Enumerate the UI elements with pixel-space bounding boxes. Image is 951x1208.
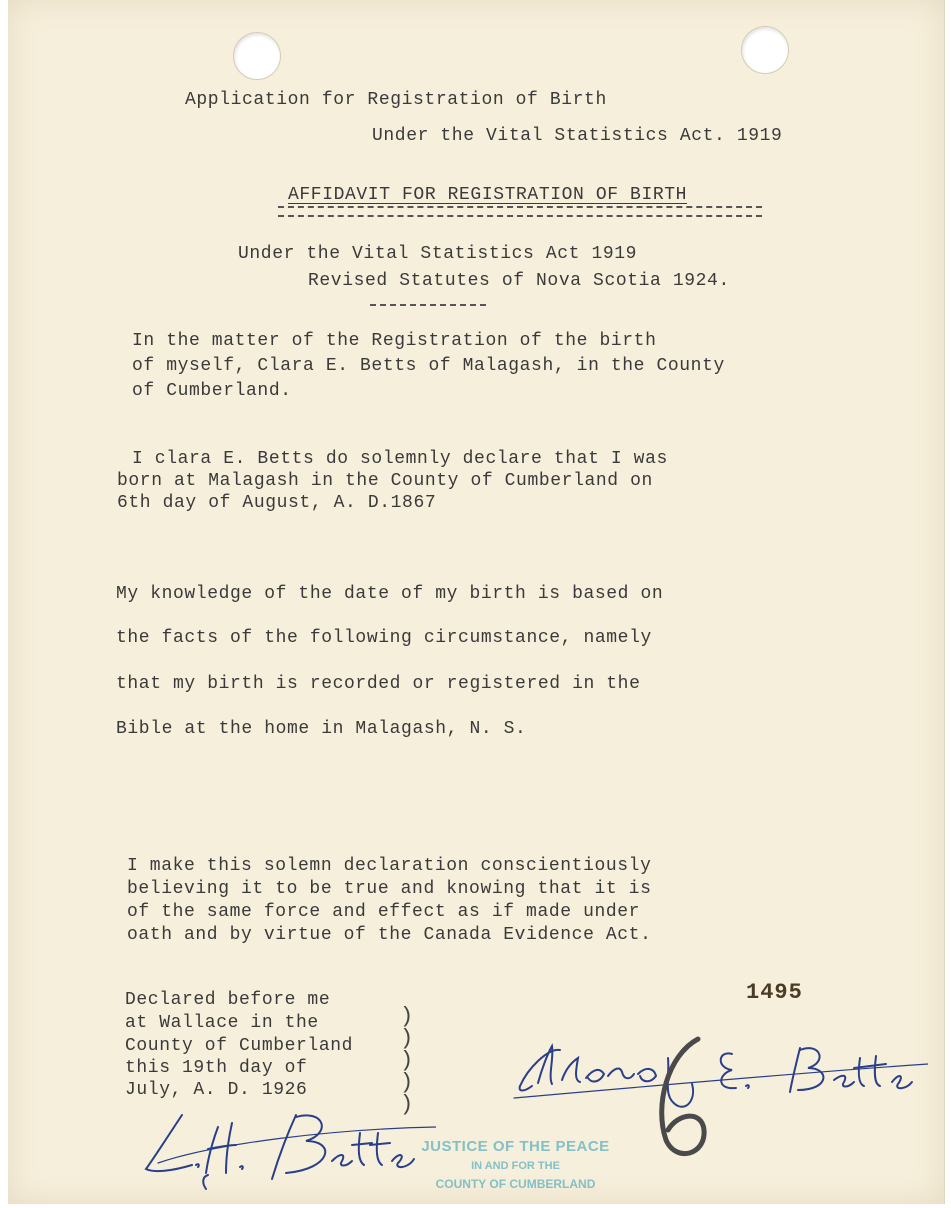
header-line-1: Application for Registration of Birth xyxy=(185,90,607,110)
declaration-line: I clara E. Betts do solemnly declare that I was xyxy=(132,449,668,469)
justice-signature xyxy=(136,1103,436,1193)
knowledge-line: My knowledge of the date of my birth is based on xyxy=(116,584,664,604)
title-double-rule xyxy=(278,206,762,217)
document-page xyxy=(8,0,945,1204)
knowledge-line: Bible at the home in Malagash, N. S. xyxy=(116,719,527,739)
brace-mark: ) ) ) ) ) xyxy=(400,1004,414,1117)
document-title: AFFIDAVIT FOR REGISTRATION OF BIRTH xyxy=(288,185,688,205)
declared-line: at Wallace in the xyxy=(125,1013,319,1033)
knowledge-line: the facts of the following circumstance, namely xyxy=(116,628,652,648)
serial-number: 1495 xyxy=(746,980,803,1005)
declared-line: Declared before me xyxy=(125,990,331,1010)
solemn-line: believing it to be true and knowing that it is xyxy=(127,879,652,899)
knowledge-line: that my birth is recorded or registered in the xyxy=(116,674,641,694)
declaration-line: 6th day of August, A. D.1867 xyxy=(117,493,437,513)
matter-line: In the matter of the Registration of the birth xyxy=(132,331,657,351)
declared-line: County of Cumberland xyxy=(125,1036,354,1056)
declaration-line: born at Malagash in the County of Cumberland on xyxy=(117,471,653,491)
matter-line: of myself, Clara E. Betts of Malagash, in the County xyxy=(132,356,725,376)
solemn-line: of the same force and effect as if made under xyxy=(127,902,641,922)
stamp-line-2: IN AND FOR THE xyxy=(471,1160,560,1172)
declared-line: this 19th day of xyxy=(125,1058,308,1078)
subheader-rule xyxy=(370,304,486,306)
solemn-line: oath and by virtue of the Canada Evidence Act. xyxy=(127,925,652,945)
pencil-marking xyxy=(648,1035,718,1165)
stamp-line-1: JUSTICE OF THE PEACE xyxy=(421,1138,610,1155)
stamp-line-3: COUNTY OF CUMBERLAND xyxy=(435,1177,596,1191)
justice-of-the-peace-stamp xyxy=(393,1138,638,1191)
punch-hole-left xyxy=(233,32,281,80)
subheader-line-2: Revised Statutes of Nova Scotia 1924. xyxy=(308,271,730,291)
declared-line: July, A. D. 1926 xyxy=(125,1080,308,1100)
subheader-line-1: Under the Vital Statistics Act 1919 xyxy=(238,244,638,264)
header-line-2: Under the Vital Statistics Act. 1919 xyxy=(372,126,783,146)
declarant-signature xyxy=(508,1028,928,1118)
solemn-line: I make this solemn declaration conscientiously xyxy=(127,856,652,876)
punch-hole-right xyxy=(741,26,789,74)
matter-line: of Cumberland. xyxy=(132,381,292,401)
